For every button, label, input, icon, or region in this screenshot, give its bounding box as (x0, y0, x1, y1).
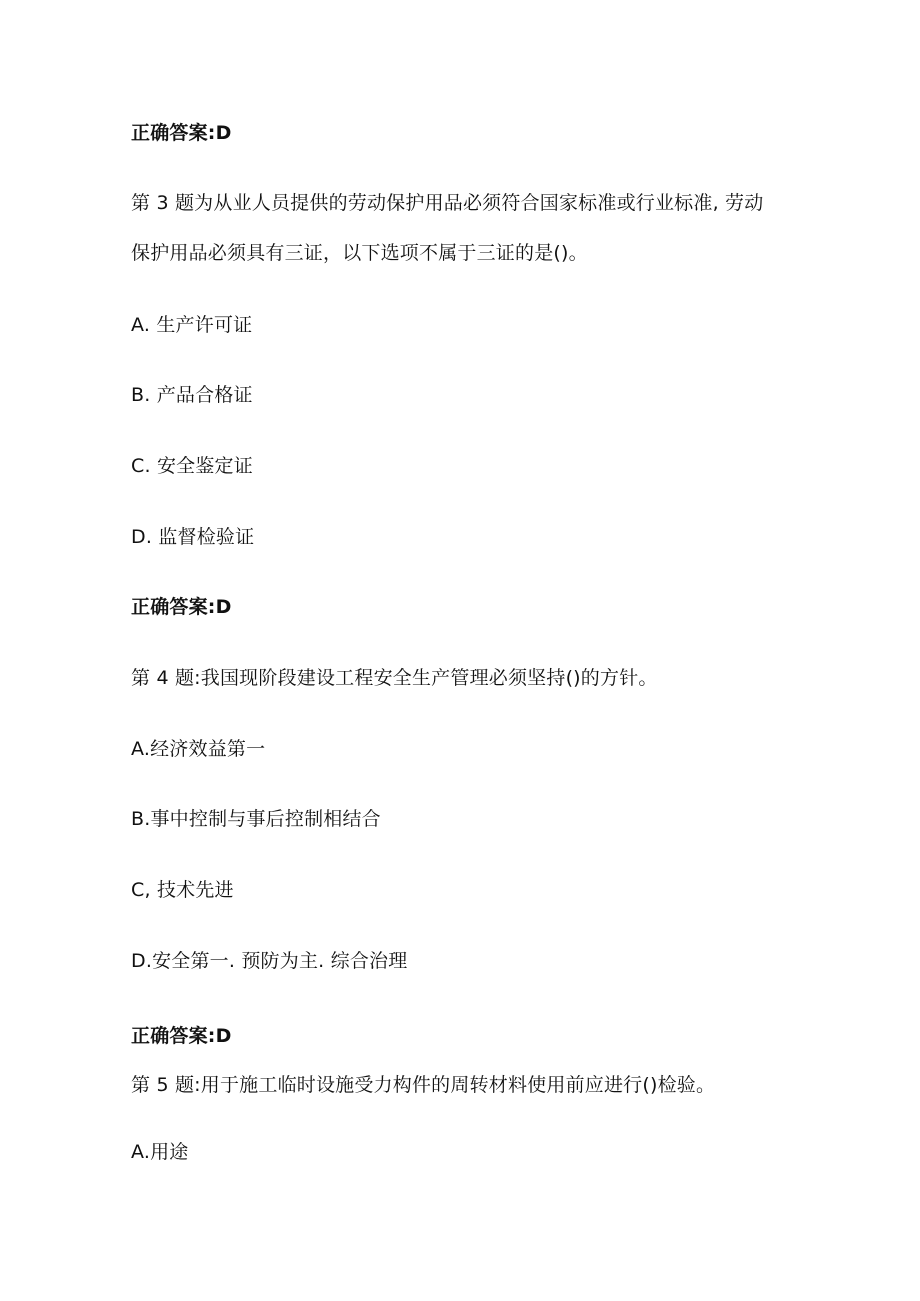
q3-option-b: B. 产品合格证 (131, 384, 253, 406)
question-3-line-2: 保护用品必须具有三证，以下选项不属于三证的是()。 (131, 242, 588, 264)
q5-option-a: A.用途 (131, 1141, 189, 1163)
q3-option-d: D. 监督检验证 (131, 526, 255, 548)
q4-option-d: D.安全第一. 预防为主. 综合治理 (131, 950, 408, 972)
q4-option-a: A.经济效益第一 (131, 738, 266, 760)
answer-line-q4: 正确答案:D (131, 1025, 232, 1047)
question-5-line: 第 5 题:用于施工临时设施受力构件的周转材料使用前应进行()检验。 (131, 1074, 716, 1096)
q4-option-b: B.事中控制与事后控制相结合 (131, 808, 381, 830)
q3-option-a: A. 生产许可证 (131, 314, 253, 336)
q3-option-c: C. 安全鉴定证 (131, 455, 253, 477)
question-4-line: 第 4 题:我国现阶段建设工程安全生产管理必须坚持()的方针。 (131, 667, 658, 689)
question-3-line-1: 第 3 题为从业人员提供的劳动保护用品必须符合国家标准或行业标准, 劳动 (131, 192, 764, 214)
q4-option-c: C, 技术先进 (131, 879, 234, 901)
answer-line-q3: 正确答案:D (131, 596, 232, 618)
answer-line-q2: 正确答案:D (131, 122, 232, 144)
